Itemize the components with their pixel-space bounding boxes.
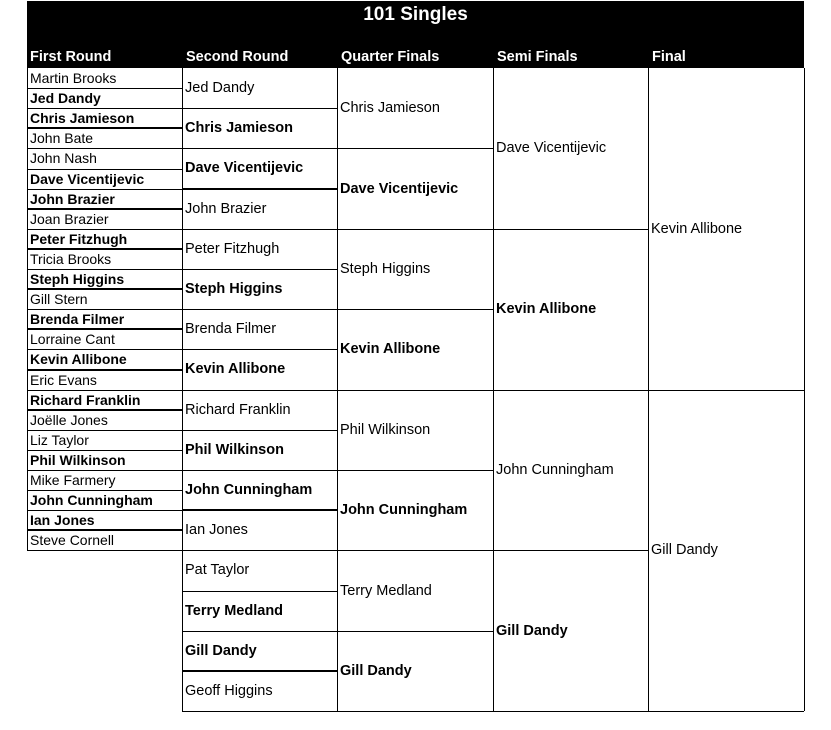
column-border bbox=[182, 550, 183, 711]
column-header-second-round: Second Round bbox=[186, 49, 289, 65]
first-round-entry: Tricia Brooks bbox=[30, 250, 112, 267]
semi-final-entry: Gill Dandy bbox=[496, 622, 568, 639]
first-round-entry: Joëlle Jones bbox=[30, 411, 108, 428]
semi-final-entry: John Cunningham bbox=[496, 461, 614, 478]
first-round-entry: Joan Brazier bbox=[30, 210, 109, 227]
quarter-final-entry: John Cunningham bbox=[340, 502, 468, 519]
cell-divider bbox=[648, 711, 804, 712]
first-round-entry: Peter Fitzhugh bbox=[30, 230, 128, 247]
cell-divider bbox=[27, 550, 182, 551]
first-round-entry: Lorraine Cant bbox=[30, 331, 115, 348]
column-border bbox=[648, 68, 649, 711]
first-round-entry: John Cunningham bbox=[30, 492, 153, 509]
second-round-entry: Dave Vicentijevic bbox=[185, 160, 304, 177]
second-round-entry: Peter Fitzhugh bbox=[185, 240, 280, 257]
second-round-entry: Richard Franklin bbox=[185, 401, 291, 418]
second-round-entry: Phil Wilkinson bbox=[185, 441, 284, 458]
first-round-entry: Brenda Filmer bbox=[30, 311, 125, 328]
first-round-entry: Martin Brooks bbox=[30, 70, 117, 87]
bracket-title: 101 Singles bbox=[363, 4, 468, 25]
first-round-entry: Jed Dandy bbox=[30, 90, 101, 107]
first-round-entry: Phil Wilkinson bbox=[30, 451, 126, 468]
first-round-entry: Eric Evans bbox=[30, 371, 97, 388]
quarter-final-entry: Kevin Allibone bbox=[340, 341, 441, 358]
final-entry: Gill Dandy bbox=[651, 542, 718, 559]
second-round-entry: Brenda Filmer bbox=[185, 321, 277, 338]
column-header-first-round: First Round bbox=[30, 49, 112, 65]
first-round-entry: Kevin Allibone bbox=[30, 351, 127, 368]
second-round-entry: Terry Medland bbox=[185, 602, 284, 619]
first-round-entry: Richard Franklin bbox=[30, 391, 141, 408]
second-round-entry: Kevin Allibone bbox=[185, 361, 286, 378]
cell-divider bbox=[337, 711, 493, 712]
column-border bbox=[493, 68, 494, 711]
semi-final-entry: Kevin Allibone bbox=[496, 301, 597, 318]
first-round-entry: Steph Higgins bbox=[30, 271, 125, 288]
second-round-entry: Geoff Higgins bbox=[185, 683, 273, 700]
column-border bbox=[27, 68, 28, 550]
column-header-semi-finals: Semi Finals bbox=[497, 49, 578, 65]
first-round-entry: Ian Jones bbox=[30, 512, 95, 529]
second-round-entry: Pat Taylor bbox=[185, 562, 250, 579]
column-header-final: Final bbox=[652, 49, 686, 65]
second-round-entry: Gill Dandy bbox=[185, 642, 257, 659]
first-round-entry: John Bate bbox=[30, 130, 94, 147]
second-round-entry: John Cunningham bbox=[185, 482, 313, 499]
quarter-final-entry: Terry Medland bbox=[340, 582, 432, 599]
quarter-final-entry: Chris Jamieson bbox=[340, 100, 440, 117]
cell-divider bbox=[493, 711, 648, 712]
first-round-entry: Dave Vicentijevic bbox=[30, 170, 145, 187]
first-round-entry: John Nash bbox=[30, 150, 97, 167]
first-round-entry: Mike Farmery bbox=[30, 472, 116, 489]
first-round-entry: Steve Cornell bbox=[30, 532, 115, 549]
quarter-final-entry: Dave Vicentijevic bbox=[340, 180, 459, 197]
second-round-entry: Ian Jones bbox=[185, 522, 248, 539]
quarter-final-entry: Steph Higgins bbox=[340, 260, 431, 277]
column-border bbox=[337, 68, 338, 711]
cell-divider bbox=[182, 711, 337, 712]
first-round-entry: Liz Taylor bbox=[30, 431, 89, 448]
final-entry: Kevin Allibone bbox=[651, 220, 743, 237]
second-round-entry: Chris Jamieson bbox=[185, 120, 293, 137]
first-round-entry: Gill Stern bbox=[30, 291, 88, 308]
second-round-entry: John Brazier bbox=[185, 200, 267, 217]
column-border bbox=[804, 68, 805, 711]
quarter-final-entry: Phil Wilkinson bbox=[340, 421, 431, 438]
column-header-quarter-finals: Quarter Finals bbox=[341, 49, 440, 65]
second-round-entry: Jed Dandy bbox=[185, 80, 255, 97]
first-round-entry: Chris Jamieson bbox=[30, 110, 135, 127]
first-round-entry: John Brazier bbox=[30, 190, 115, 207]
semi-final-entry: Dave Vicentijevic bbox=[496, 140, 607, 157]
second-round-entry: Steph Higgins bbox=[185, 281, 283, 298]
quarter-final-entry: Gill Dandy bbox=[340, 662, 412, 679]
